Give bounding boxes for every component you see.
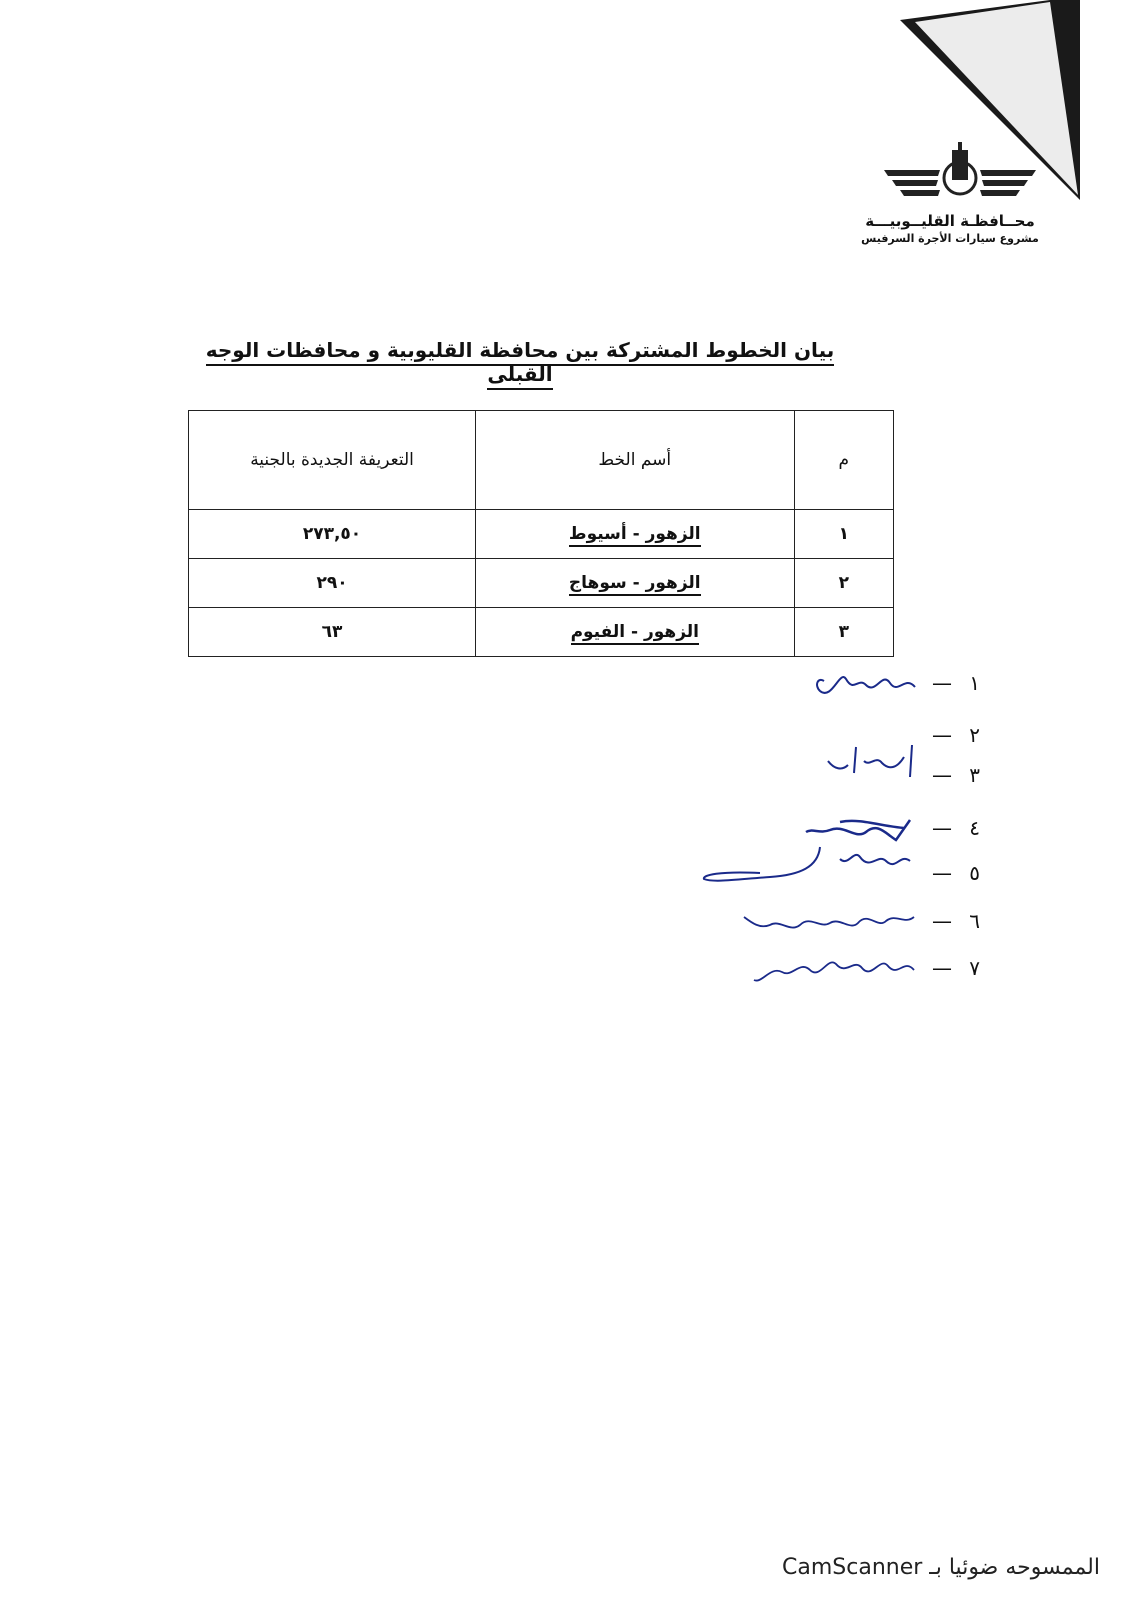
header-fare: التعريفة الجديدة بالجنية <box>189 411 476 510</box>
handwritten-signature <box>740 903 920 939</box>
wings-emblem-icon <box>880 140 1040 210</box>
signature-dash: — <box>932 816 952 840</box>
document-title <box>200 338 840 386</box>
row-num: ٣ <box>794 608 893 657</box>
scanner-watermark: الممسوحه ضوئيا بـ CamScanner <box>782 1555 1100 1580</box>
handwritten-signature <box>810 665 920 705</box>
signature-dash: — <box>932 671 952 695</box>
table-row <box>189 510 894 559</box>
row-line-name <box>476 559 794 608</box>
table-row <box>189 559 894 608</box>
row-num: ٢ <box>794 559 893 608</box>
handwritten-signature <box>820 737 920 785</box>
signature-dash: — <box>932 861 952 885</box>
document-title-text: بيان الخطوط المشتركة بين محافظة القليوبية و محافظات الوجه القبلى <box>206 338 835 390</box>
logo-project-name: مشروع سيارات الأجرة السرفيس <box>861 232 1039 245</box>
signature-dash: — <box>932 723 952 747</box>
row-line-name-text: الزهور - سوهاج <box>569 573 701 596</box>
row-fare: ٦٣ <box>189 608 476 657</box>
row-fare: ٢٩٠ <box>189 559 476 608</box>
signature-row <box>680 950 1000 990</box>
row-fare: ٢٧٣,٥٠ <box>189 510 476 559</box>
signature-row <box>680 903 1000 943</box>
row-line-name-text: الزهور - الفيوم <box>571 622 699 645</box>
logo-governorate-name: محــافظـة القليــوبيـــة <box>865 212 1035 230</box>
signature-number: ٥ <box>969 861 980 885</box>
table-row <box>189 608 894 657</box>
signature-number: ٢ <box>969 723 980 747</box>
table-header-row <box>189 411 894 510</box>
signature-dash: — <box>932 763 952 787</box>
handwritten-signature <box>700 841 920 891</box>
signature-number: ٦ <box>969 909 980 933</box>
row-line-name-text: الزهور - أسيوط <box>569 524 701 547</box>
row-line-name <box>476 608 794 657</box>
signature-dash: — <box>932 909 952 933</box>
signature-number: ٤ <box>969 816 980 840</box>
signature-row <box>680 855 1000 895</box>
signature-row <box>680 665 1000 705</box>
fares-table <box>188 410 894 657</box>
row-line-name <box>476 510 794 559</box>
signatures-list <box>680 665 1000 1005</box>
row-num: ١ <box>794 510 893 559</box>
signature-row <box>680 757 1000 797</box>
signature-dash: — <box>932 956 952 980</box>
header-num: م <box>794 411 893 510</box>
signature-number: ١ <box>969 671 980 695</box>
signature-number: ٣ <box>969 763 980 787</box>
governorate-logo <box>860 140 1060 250</box>
header-line-name: أسم الخط <box>476 411 794 510</box>
handwritten-signature <box>750 950 920 990</box>
signature-number: ٧ <box>969 956 980 980</box>
